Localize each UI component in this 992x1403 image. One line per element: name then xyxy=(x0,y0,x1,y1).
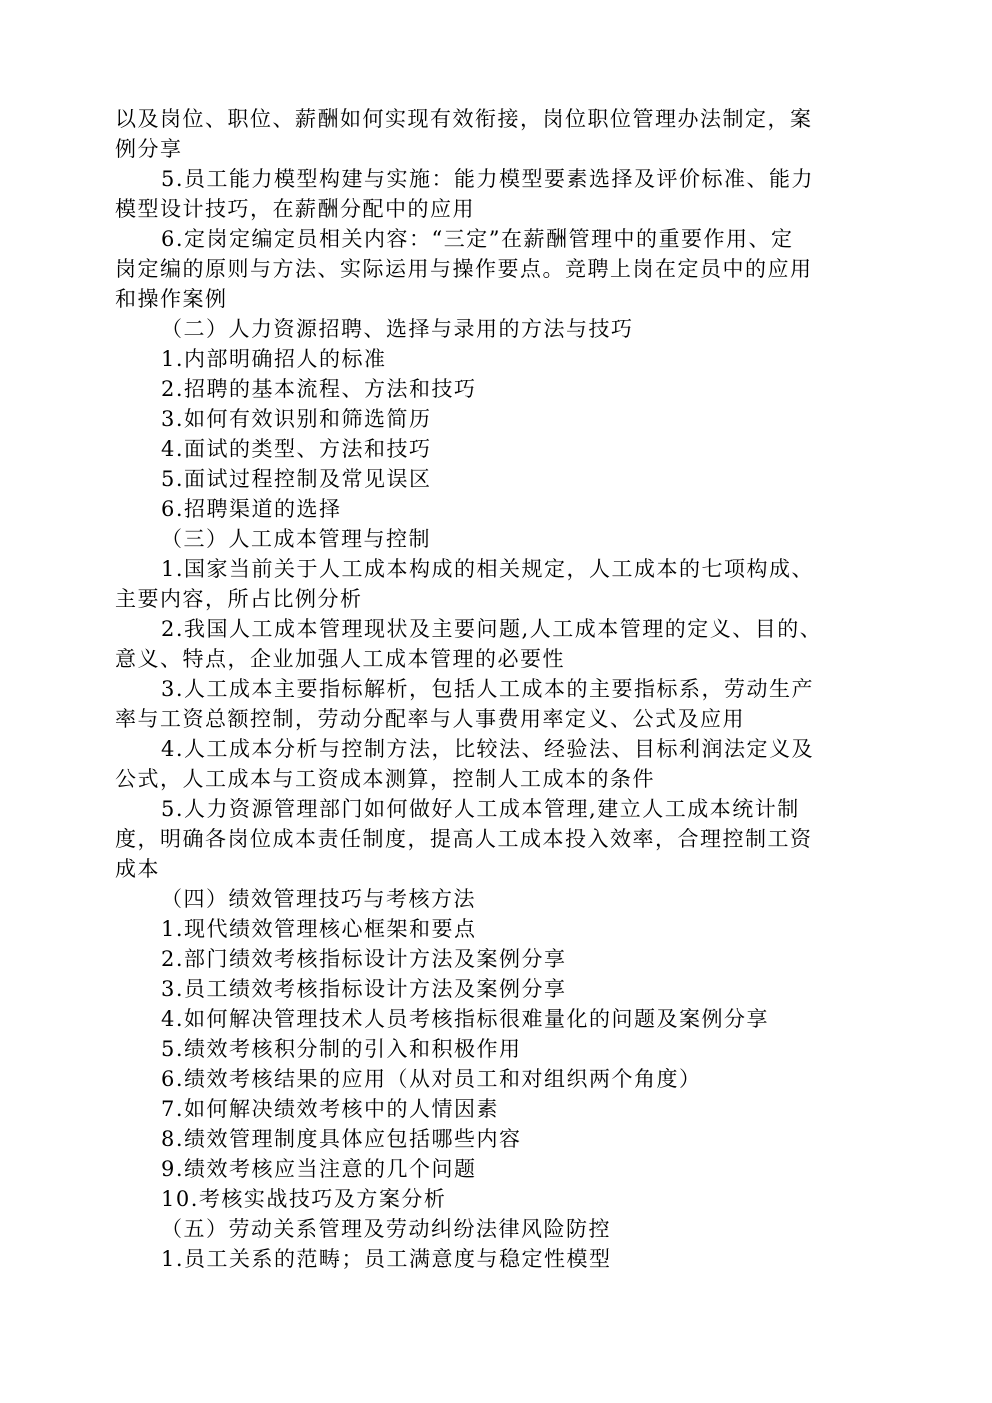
text-line: 意义、特点，企业加强人工成本管理的必要性 xyxy=(115,647,565,671)
text-line: 1.现代绩效管理核心框架和要点 xyxy=(161,917,477,941)
text-line: 1.国家当前关于人工成本构成的相关规定，人工成本的七项构成、 xyxy=(161,557,815,581)
text-line: 2.我国人工成本管理现状及主要问题,人工成本管理的定义、目的、 xyxy=(161,617,823,641)
text-line: 例分享 xyxy=(115,137,183,161)
text-line: 5.员工能力模型构建与实施：能力模型要素选择及评价标准、能力 xyxy=(161,167,815,191)
text-line: 1.员工关系的范畴；员工满意度与稳定性模型 xyxy=(161,1247,612,1271)
text-line: 8.绩效管理制度具体应包括哪些内容 xyxy=(161,1127,522,1151)
text-line: 7.如何解决绩效考核中的人情因素 xyxy=(161,1097,500,1121)
text-line: 主要内容，所占比例分析 xyxy=(115,587,363,611)
text-line: 6.定岗定编定员相关内容：“三定”在薪酬管理中的重要作用、定 xyxy=(161,227,794,251)
text-line: （三）人工成本管理与控制 xyxy=(161,527,431,551)
text-line: 模型设计技巧，在薪酬分配中的应用 xyxy=(115,197,475,221)
text-line: 5.面试过程控制及常见误区 xyxy=(161,467,432,491)
text-line: 2.招聘的基本流程、方法和技巧 xyxy=(161,377,477,401)
text-line: （四）绩效管理技巧与考核方法 xyxy=(161,887,476,911)
text-line: 6.绩效考核结果的应用（从对员工和对组织两个角度） xyxy=(161,1067,702,1091)
text-line: 率与工资总额控制，劳动分配率与人事费用率定义、公式及应用 xyxy=(115,707,745,731)
text-line: 10.考核实战技巧及方案分析 xyxy=(161,1187,447,1211)
text-line: 公式，人工成本与工资成本测算，控制人工成本的条件 xyxy=(115,767,655,791)
text-line: 1.内部明确招人的标准 xyxy=(161,347,387,371)
text-line: 6.招聘渠道的选择 xyxy=(161,497,342,521)
text-line: 4.人工成本分析与控制方法，比较法、经验法、目标利润法定义及 xyxy=(161,737,815,761)
text-line: 9.绩效考核应当注意的几个问题 xyxy=(161,1157,477,1181)
text-line: 4.如何解决管理技术人员考核指标很难量化的问题及案例分享 xyxy=(161,1007,770,1031)
text-line: 3.员工绩效考核指标设计方法及案例分享 xyxy=(161,977,567,1001)
text-line: 和操作案例 xyxy=(115,287,228,311)
text-line: 4.面试的类型、方法和技巧 xyxy=(161,437,432,461)
text-line: 岗定编的原则与方法、实际运用与操作要点。竞聘上岗在定员中的应用 xyxy=(115,257,813,281)
text-line: 2.部门绩效考核指标设计方法及案例分享 xyxy=(161,947,567,971)
text-line: 3.人工成本主要指标解析，包括人工成本的主要指标系，劳动生产 xyxy=(161,677,815,701)
text-line: 成本 xyxy=(115,857,160,881)
text-line: 度，明确各岗位成本责任制度，提高人工成本投入效率，合理控制工资 xyxy=(115,827,813,851)
text-line: 5.绩效考核积分制的引入和积极作用 xyxy=(161,1037,522,1061)
document-page xyxy=(115,104,880,1274)
text-line: 5.人力资源管理部门如何做好人工成本管理,建立人工成本统计制 xyxy=(161,797,800,821)
text-line: 3.如何有效识别和筛选简历 xyxy=(161,407,432,431)
text-line: （二）人力资源招聘、选择与录用的方法与技巧 xyxy=(161,317,634,341)
text-line: 以及岗位、职位、薪酬如何实现有效衔接，岗位职位管理办法制定，案 xyxy=(115,107,813,131)
text-line: （五）劳动关系管理及劳动纠纷法律风险防控 xyxy=(161,1217,611,1241)
